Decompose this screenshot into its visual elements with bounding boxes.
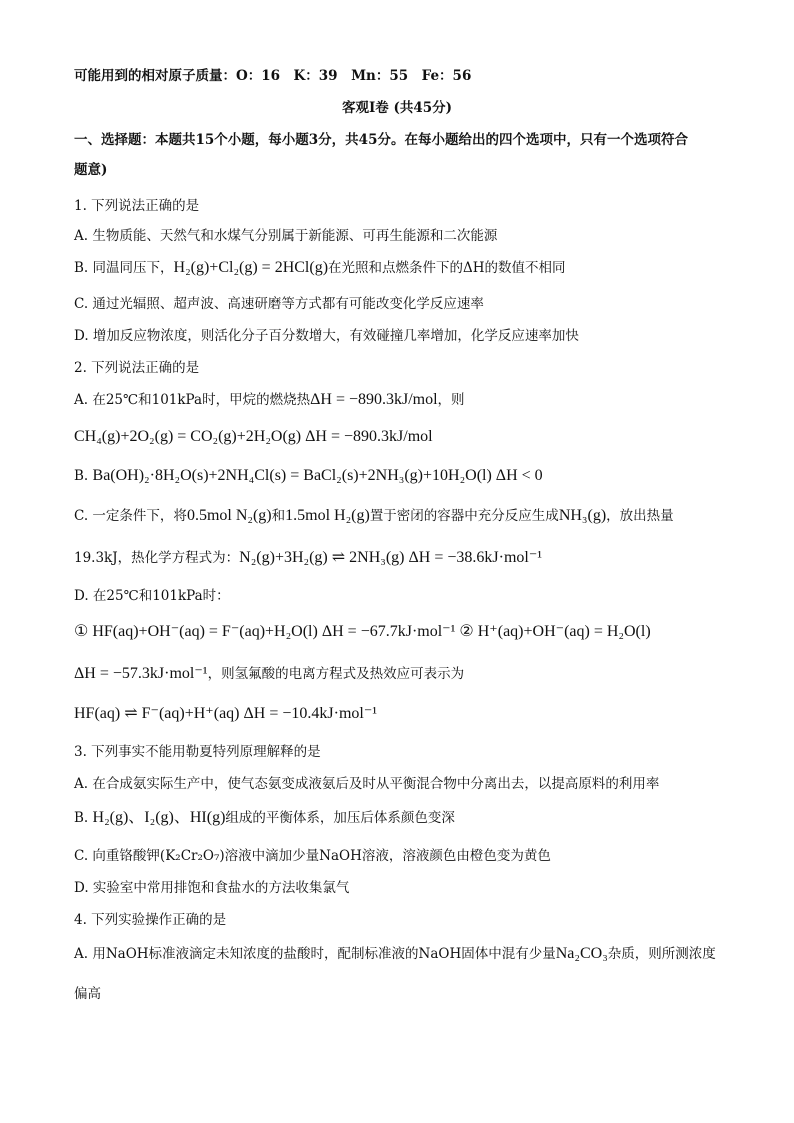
q2-a-suffix: ，则 (437, 392, 465, 408)
q2-c-h2: 1.5mol H₂(g) (285, 507, 370, 524)
q2-b-equation: Ba(OH)₂·8H₂O(s)+2NH₄Cl(s) = BaCl₂(s)+2NH₃(g)+10H₂O(l) ΔH < 0 (92, 467, 543, 484)
q2-c-nh3: NH₃(g) (558, 507, 607, 524)
q2-d-equation1-text: ① HF(aq)+OH⁻(aq) = F⁻(aq)+H₂O(l) ΔH = −67.7kJ·mol⁻¹ ② H⁺(aq)+OH⁻(aq) = H₂O(l) (74, 623, 651, 640)
q2-d-equation1 (74, 622, 736, 642)
q2-d-eq2-dh: ΔH = −57.3kJ·mol⁻¹ (74, 665, 208, 682)
q2-d-equation3 (74, 704, 736, 724)
section-heading-line2: 题意) (74, 162, 108, 178)
q3-option-c: C. 向重铬酸钾(K₂Cr₂O₇)溶液中滴加少量NaOH溶液，溶液颜色由橙色变为黄色 (74, 848, 551, 864)
q2-option-b (74, 466, 736, 486)
part-title: 客观Ⅰ卷 (共45分) (341, 100, 453, 116)
q2-a-prefix: A. 在25℃和101kPa时，甲烷的燃烧热 (74, 392, 311, 408)
q2-a-equation (74, 426, 736, 447)
q2-c-text4: ，放出热量 (606, 508, 674, 524)
q4-stem: 4. 下列实验操作正确的是 (74, 912, 227, 928)
q2-option-c-line1 (74, 506, 736, 526)
q4-option-a-line2: 偏高 (74, 986, 101, 1002)
q4-a-na2co3: Na₂CO₃ (555, 945, 608, 962)
atomic-masses: 可能用到的相对原子质量：O：16 K：39 Mn：55 Fe：56 (74, 68, 472, 84)
q3-b-equation: H₂(g)、I₂(g)、HI(g) (92, 809, 226, 826)
q3-option-d: D. 实验室中常用排饱和食盐水的方法收集氯气 (74, 880, 350, 896)
q2-a-dh: ΔH = −890.3kJ/mol (310, 391, 438, 408)
q1-option-d: D. 增加反应物浓度，则活化分子百分数增大，有效碰撞几率增加，化学反应速率加快 (74, 328, 579, 344)
q2-option-d: D. 在25℃和101kPa时： (74, 588, 230, 604)
q3-stem: 3. 下列事实不能用勒夏特列原理解释的是 (74, 744, 321, 760)
q2-option-a (74, 390, 736, 410)
q1-b-prefix: B. 同温同压下， (74, 260, 174, 276)
q1-option-a: A. 生物质能、天然气和水煤气分别属于新能源、可再生能源和二次能源 (74, 228, 498, 244)
q2-a-equation-text: CH₄(g)+2O₂(g) = CO₂(g)+2H₂O(g) ΔH = −890.3kJ/mol (74, 428, 433, 445)
q3-b-prefix: B. (74, 810, 89, 826)
q2-d-eq2-suffix: ，则氢氟酸的电离方程式及热效应可表示为 (207, 666, 465, 682)
q2-c-n2: 0.5mol N₂(g) (186, 507, 272, 524)
section-heading-line1: 一、选择题：本题共15个小题，每小题3分，共45分。在每小题给出的四个选项中，只有一个选项符合 (74, 132, 688, 148)
q4-option-a-line1 (74, 944, 736, 964)
q2-c-line2-equation: N₂(g)+3H₂(g) ⇌ 2NH₃(g) ΔH = −38.6kJ·mol⁻¹ (239, 549, 543, 566)
q2-b-prefix: B. (74, 468, 89, 484)
q2-c-line2-prefix: 19.3kJ，热化学方程式为： (74, 550, 240, 566)
q2-c-text1: C. 一定条件下，将 (74, 508, 187, 524)
q2-option-c-line2 (74, 548, 736, 568)
q2-d-equation3-text: HF(aq) ⇌ F⁻(aq)+H⁺(aq) ΔH = −10.4kJ·mol⁻¹ (74, 705, 378, 722)
q4-a-prefix: A. 用NaOH标准液滴定未知浓度的盐酸时，配制标准液的NaOH固体中混有少量 (74, 946, 556, 962)
q1-b-suffix: 在光照和点燃条件下的ΔH的数值不相同 (328, 260, 566, 276)
q3-option-b (74, 808, 736, 828)
q1-option-b (74, 258, 736, 278)
q4-a-suffix: 杂质，则所测浓度 (607, 946, 716, 962)
q2-d-equation2 (74, 664, 736, 684)
q2-c-text3: 置于密闭的容器中充分反应生成 (369, 508, 559, 524)
q1-b-equation: H₂(g)+Cl₂(g) = 2HCl(g) (173, 259, 329, 276)
q3-b-suffix: 组成的平衡体系，加压后体系颜色变深 (225, 810, 455, 826)
q2-c-text2: 和 (271, 508, 286, 524)
q1-stem: 1. 下列说法正确的是 (74, 198, 200, 214)
q1-option-c: C. 通过光辐照、超声波、高速研磨等方式都有可能改变化学反应速率 (74, 296, 484, 312)
q2-stem: 2. 下列说法正确的是 (74, 360, 200, 376)
q3-option-a: A. 在合成氨实际生产中，使气态氨变成液氨后及时从平衡混合物中分离出去，以提高原料的利用率 (74, 776, 660, 792)
